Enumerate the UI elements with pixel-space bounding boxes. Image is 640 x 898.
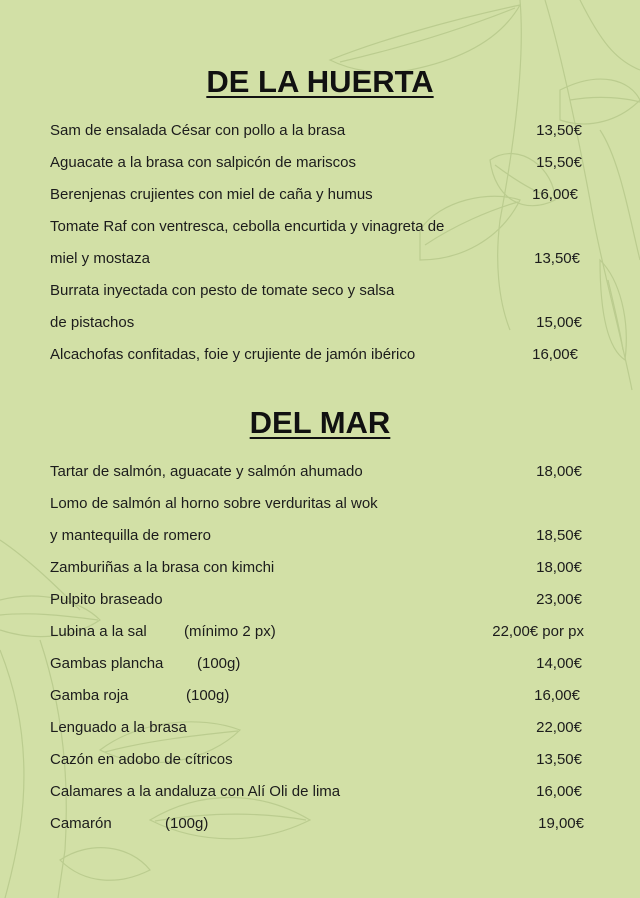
item-name: Cazón en adobo de cítricos <box>50 751 233 768</box>
item-name: Berenjenas crujientes con miel de caña y humus <box>50 186 373 203</box>
item-quantity: (100g) <box>165 815 209 832</box>
item-price: 13,50€ <box>536 751 582 768</box>
item-price: 23,00€ <box>536 591 582 608</box>
item-name-line2: de pistachos <box>50 314 135 331</box>
item-quantity: (mínimo 2 px) <box>184 623 276 640</box>
item-price: 16,00€ <box>532 186 578 203</box>
item-name: Gamba roja <box>50 687 129 704</box>
item-name: Lenguado a la brasa <box>50 719 187 736</box>
item-price: 15,00€ <box>536 314 582 331</box>
section-title-mar: DEL MAR <box>249 405 391 440</box>
item-price: 22,00€ por px <box>492 623 584 640</box>
item-price: 13,50€ <box>534 250 580 267</box>
item-name: Zamburiñas a la brasa con kimchi <box>50 559 275 576</box>
item-name: Tartar de salmón, aguacate y salmón ahumado <box>50 463 363 480</box>
item-price: 22,00€ <box>536 719 582 736</box>
item-name-line1: Tomate Raf con ventresca, cebolla encurtida y vinagreta de <box>50 218 445 235</box>
item-price: 19,00€ <box>538 815 584 832</box>
item-price: 18,00€ <box>536 463 582 480</box>
item-price: 18,50€ <box>536 527 582 544</box>
item-price: 15,50€ <box>536 154 582 171</box>
item-price: 16,00€ <box>532 346 578 363</box>
item-name: Calamares a la andaluza con Alí Oli de lima <box>50 783 341 800</box>
item-name: Lubina a la sal <box>50 623 147 640</box>
item-price: 16,00€ <box>536 783 582 800</box>
item-price: 16,00€ <box>534 687 580 704</box>
item-price: 13,50€ <box>536 122 582 139</box>
item-name: Camarón <box>50 815 112 832</box>
item-name: Gambas plancha <box>50 655 164 672</box>
item-price: 14,00€ <box>536 655 582 672</box>
item-name: Pulpito braseado <box>50 591 163 608</box>
item-quantity: (100g) <box>186 687 230 704</box>
item-name: Sam de ensalada César con pollo a la brasa <box>50 122 346 139</box>
item-name-line2: miel y mostaza <box>50 250 151 267</box>
item-name-line1: Burrata inyectada con pesto de tomate seco y salsa <box>50 282 395 299</box>
item-name-line1: Lomo de salmón al horno sobre verduritas al wok <box>50 495 378 512</box>
item-name: Alcachofas confitadas, foie y crujiente de jamón ibérico <box>50 346 416 363</box>
item-quantity: (100g) <box>197 655 241 672</box>
item-price: 18,00€ <box>536 559 582 576</box>
item-name-line2: y mantequilla de romero <box>50 527 211 544</box>
section-title-huerta: DE LA HUERTA <box>206 64 434 99</box>
item-name: Aguacate a la brasa con salpicón de mariscos <box>50 154 357 171</box>
